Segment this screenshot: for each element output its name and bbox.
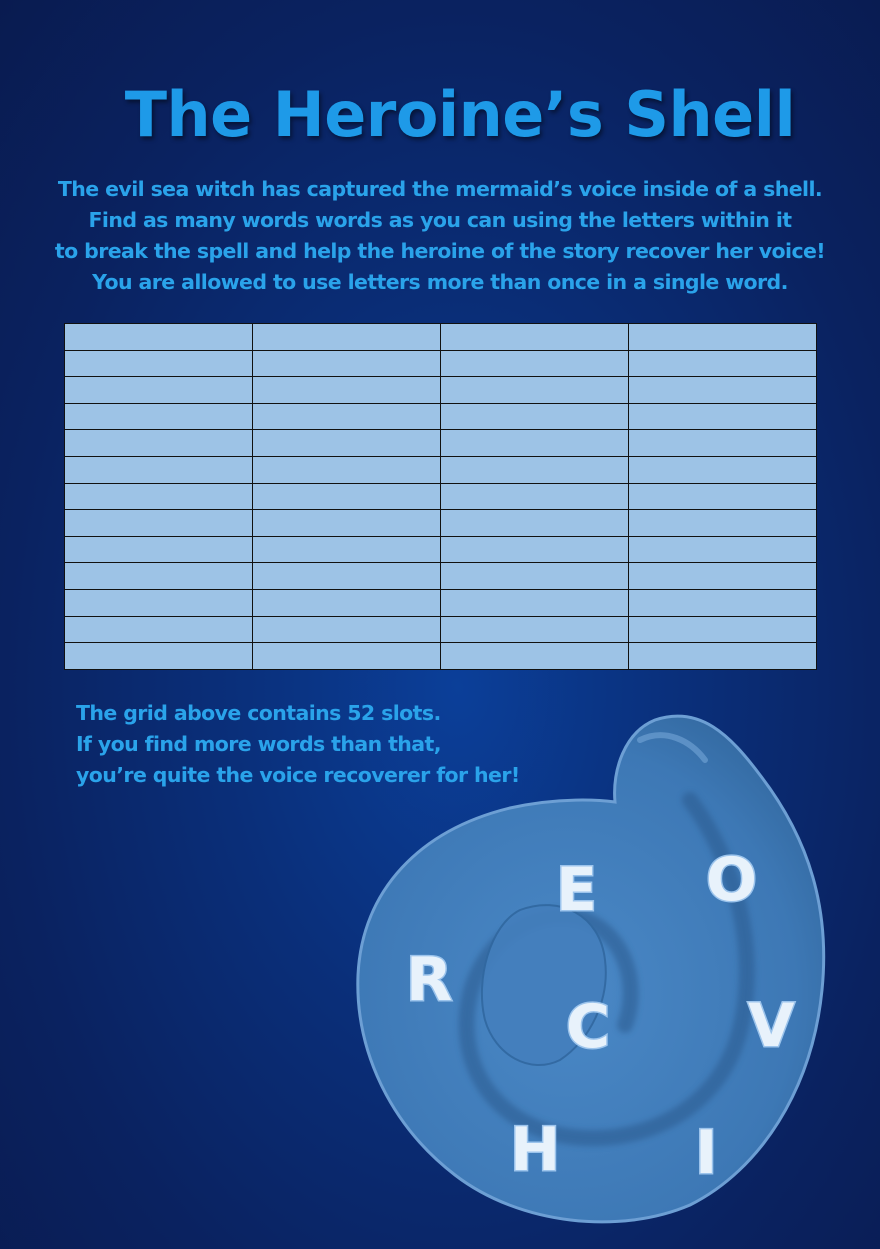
word-slot[interactable] bbox=[629, 350, 817, 377]
word-slot[interactable] bbox=[65, 643, 253, 670]
word-slot[interactable] bbox=[441, 403, 629, 430]
word-slot[interactable] bbox=[253, 643, 441, 670]
grid-row bbox=[65, 403, 817, 430]
word-slot[interactable] bbox=[629, 643, 817, 670]
word-slot[interactable] bbox=[253, 457, 441, 484]
word-slot[interactable] bbox=[253, 510, 441, 537]
grid-row bbox=[65, 350, 817, 377]
word-slot[interactable] bbox=[629, 324, 817, 351]
page-title: The Heroine’s Shell bbox=[124, 78, 796, 151]
footer-line: The grid above contains 52 slots. bbox=[76, 701, 441, 725]
word-slot[interactable] bbox=[441, 590, 629, 617]
word-slot[interactable] bbox=[253, 483, 441, 510]
word-slot[interactable] bbox=[65, 430, 253, 457]
word-grid bbox=[64, 323, 817, 670]
grid-row bbox=[65, 643, 817, 670]
word-slot[interactable] bbox=[441, 563, 629, 590]
word-slot[interactable] bbox=[629, 536, 817, 563]
grid-row bbox=[65, 510, 817, 537]
footer-line: If you find more words than that, bbox=[76, 732, 441, 756]
word-slot[interactable] bbox=[441, 324, 629, 351]
word-slot[interactable] bbox=[65, 324, 253, 351]
word-slot[interactable] bbox=[629, 616, 817, 643]
shell-letter-o: O bbox=[706, 845, 758, 915]
word-slot[interactable] bbox=[441, 350, 629, 377]
word-slot[interactable] bbox=[441, 457, 629, 484]
word-slot[interactable] bbox=[441, 430, 629, 457]
word-slot[interactable] bbox=[253, 324, 441, 351]
word-slot[interactable] bbox=[65, 563, 253, 590]
word-slot[interactable] bbox=[629, 377, 817, 404]
instruction-line: The evil sea witch has captured the mermaid’s voice inside of a shell. bbox=[57, 177, 823, 201]
grid-row bbox=[65, 483, 817, 510]
word-slot[interactable] bbox=[65, 483, 253, 510]
instruction-line: You are allowed to use letters more than once in a single word. bbox=[92, 270, 788, 294]
grid-row bbox=[65, 616, 817, 643]
word-slot[interactable] bbox=[253, 536, 441, 563]
word-slot[interactable] bbox=[253, 563, 441, 590]
instruction-line: Find as many words words as you can using the letters within it bbox=[88, 208, 792, 232]
word-slot[interactable] bbox=[629, 563, 817, 590]
shell-letter-i: I bbox=[695, 1118, 718, 1188]
word-slot[interactable] bbox=[629, 590, 817, 617]
shell-letter-v: V bbox=[748, 991, 795, 1061]
shell-letter-r: R bbox=[406, 945, 453, 1015]
word-slot[interactable] bbox=[253, 377, 441, 404]
grid-row bbox=[65, 457, 817, 484]
word-slot[interactable] bbox=[65, 403, 253, 430]
grid-row bbox=[65, 430, 817, 457]
grid-row bbox=[65, 377, 817, 404]
word-slot[interactable] bbox=[253, 616, 441, 643]
word-slot[interactable] bbox=[253, 350, 441, 377]
word-slot[interactable] bbox=[65, 590, 253, 617]
word-slot[interactable] bbox=[65, 536, 253, 563]
grid-row bbox=[65, 536, 817, 563]
word-slot[interactable] bbox=[629, 483, 817, 510]
shell-letter-c: C bbox=[566, 992, 611, 1062]
word-slot[interactable] bbox=[65, 510, 253, 537]
word-slot[interactable] bbox=[441, 643, 629, 670]
word-slot[interactable] bbox=[65, 377, 253, 404]
instructions bbox=[0, 174, 880, 298]
spiral-shell bbox=[340, 700, 880, 1249]
word-slot[interactable] bbox=[441, 510, 629, 537]
word-slot[interactable] bbox=[441, 536, 629, 563]
word-slot[interactable] bbox=[253, 430, 441, 457]
shell-letter-h: H bbox=[510, 1115, 561, 1185]
grid-row bbox=[65, 563, 817, 590]
word-slot[interactable] bbox=[441, 483, 629, 510]
word-slot[interactable] bbox=[629, 510, 817, 537]
shell-letter-e: E bbox=[556, 855, 597, 925]
footer-line: you’re quite the voice recoverer for her! bbox=[76, 763, 520, 787]
word-slot[interactable] bbox=[253, 403, 441, 430]
word-slot[interactable] bbox=[629, 403, 817, 430]
word-slot[interactable] bbox=[629, 457, 817, 484]
word-slot[interactable] bbox=[65, 616, 253, 643]
word-slot[interactable] bbox=[65, 457, 253, 484]
grid-row bbox=[65, 324, 817, 351]
instruction-line: to break the spell and help the heroine of the story recover her voice! bbox=[54, 239, 826, 263]
grid-row bbox=[65, 590, 817, 617]
word-slot[interactable] bbox=[441, 377, 629, 404]
word-slot[interactable] bbox=[65, 350, 253, 377]
word-slot[interactable] bbox=[253, 590, 441, 617]
word-slot[interactable] bbox=[629, 430, 817, 457]
word-slot[interactable] bbox=[441, 616, 629, 643]
